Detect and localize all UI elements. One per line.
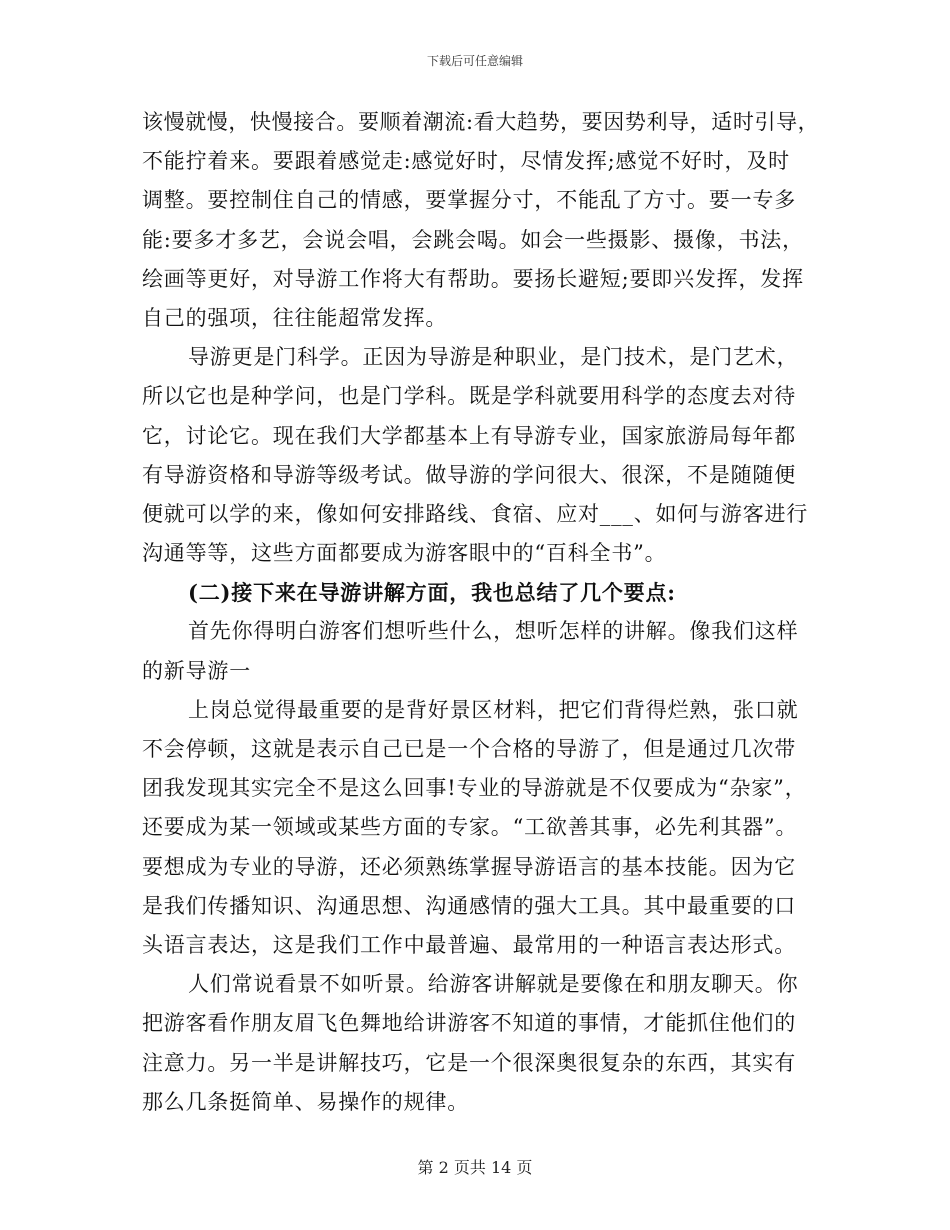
page-header-note: 下载后可任意编辑 [426,54,523,68]
paragraph-start-line: 人们常说看景不如听景。给游客讲解就是要像在和朋友聊天。你 [188,972,799,997]
document-body [142,103,822,1122]
text-line: 还要成为某一领域或某些方面的专家。“工欲善其事，必先利其器”。 [142,815,798,840]
text-line: 有导游资格和导游等级考试。做导游的学问很大、很深，不是随随便 [142,462,796,487]
text-line: 所以它也是种学问，也是门学科。既是学科就要用科学的态度去对待 [142,384,796,409]
text-line: 团我发现其实完全不是这么回事!专业的导游就是不仅要成为“杂家”， [142,776,807,801]
text-line: 那么几条挺简单、易操作的规律。 [142,1089,469,1114]
text-line: 不能拧着来。要跟着感觉走:感觉好时，尽情发挥;感觉不好时，及时 [142,149,790,174]
paragraph-start-line: 上岗总觉得最重要的是背好景区材料，把它们背得烂熟，张口就 [188,697,799,722]
text-line: 它，讨论它。现在我们大学都基本上有导游专业，国家旅游局每年都 [142,423,796,448]
text-line: 自己的强项，往往能超常发挥。 [142,305,448,330]
paragraph-start-line: 导游更是门科学。正因为导游是种职业，是门技术，是门艺术， [188,345,799,370]
text-line: 头语言表达，这是我们工作中最普遍、最常用的一种语言表达形式。 [142,932,796,957]
text-line: 把游客看作朋友眉飞色舞地给讲游客不知道的事情，才能抓住他们的 [142,1011,796,1036]
text-line: 要想成为专业的导游，还必须熟练掌握导游语言的基本技能。因为它 [142,854,796,879]
page-number: 第 2 页共 14 页 [417,1158,533,1177]
text-line: 该慢就慢，快慢接合。要顺着潮流:看大趋势，要因势利导，适时引导， [142,110,820,134]
text-line: 沟通等等，这些方面都要成为游客眼中的“百科全书”。 [142,541,667,566]
text-line: 便就可以学的来，像如何安排路线、食宿、应对___、如何与游客进行 [142,501,809,526]
text-line: 绘画等更好，对导游工作将大有帮助。要扬长避短;要即兴发挥，发挥 [142,266,804,291]
section-heading: (二)接下来在导游讲解方面，我也总结了几个要点: [188,580,676,606]
text-line: 调整。要控制住自己的情感，要掌握分寸，不能乱了方寸。要一专多 [142,188,796,213]
text-line: 注意力。另一半是讲解技巧，它是一个很深奥很复杂的东西，其实有 [142,1050,796,1075]
text-line: 能:要多才多艺，会说会唱，会跳会喝。如会一些摄影、摄像，书法， [142,227,804,252]
text-line: 是我们传播知识、沟通思想、沟通感情的强大工具。其中最重要的口 [142,893,796,918]
text-line: 不会停顿，这就是表示自己已是一个合格的导游了，但是通过几次带 [142,737,796,761]
text-line: 的新导游一 [142,658,251,683]
paragraph-start-line: 首先你得明白游客们想听些什么，想听怎样的讲解。像我们这样 [188,619,799,644]
